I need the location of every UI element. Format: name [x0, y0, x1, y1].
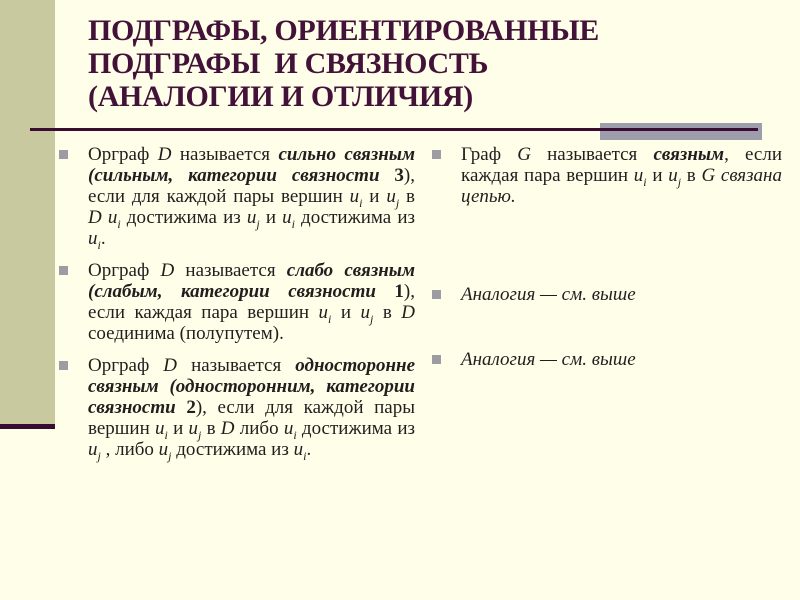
- bullet-text: Орграф D называется сильно связным (сильным, категории связности 3), если для каждой пары вершин $u_i$ и $u_j$ в D $u_i$ достижима из $u_j$ и $u_i$ достижима из $u_i$.: [88, 144, 415, 252]
- bullet-text: Граф G называется связным, если каждая пара вершин $u_i$ и $u_j$ в G связана цепью.: [461, 144, 782, 207]
- bullet-text: Аналогия — см. выше: [461, 284, 636, 305]
- right-column: [430, 144, 782, 381]
- bullet-square-icon: [432, 290, 441, 299]
- bullet-item: [430, 144, 782, 207]
- bullet-item: [57, 144, 415, 252]
- bullet-text: Аналогия — см. выше: [461, 349, 636, 370]
- left-column: [57, 144, 415, 471]
- sidebar-accent-line: [0, 424, 55, 429]
- bullet-text: Орграф D называется слабо связным (слабым, категории связности 1), если каждая пара вершин $u_i$ и $u_j$ в D соединима (полупутем).: [88, 260, 415, 344]
- slide-title: [88, 14, 748, 113]
- title-line-2: ПОДГРАФЫ И СВЯЗНОСТЬ: [88, 47, 489, 80]
- sidebar-bar: [0, 0, 55, 424]
- bullet-item: [430, 284, 782, 305]
- bullet-item: [57, 260, 415, 344]
- title-line-1: ПОДГРАФЫ, ОРИЕНТИРОВАННЫЕ: [88, 14, 599, 47]
- bullet-text: Орграф D называется односторонне связным (односторонним, категории связности 2), если для каждой пары вершин $u_i$ и $u_j$ в D либо $u_i$ достижима из $u_j$ , либо $u_j$ достижима из $u_i$.: [88, 355, 415, 463]
- bullet-square-icon: [59, 361, 68, 370]
- bullet-square-icon: [432, 150, 441, 159]
- bullet-item: [430, 349, 782, 370]
- bullet-item: [57, 355, 415, 463]
- title-rule-line: [30, 128, 758, 131]
- title-line-3: (АНАЛОГИИ И ОТЛИЧИЯ): [88, 80, 473, 113]
- title-rule-accent-box: [600, 123, 762, 140]
- bullet-square-icon: [432, 355, 441, 364]
- bullet-square-icon: [59, 150, 68, 159]
- bullet-square-icon: [59, 266, 68, 275]
